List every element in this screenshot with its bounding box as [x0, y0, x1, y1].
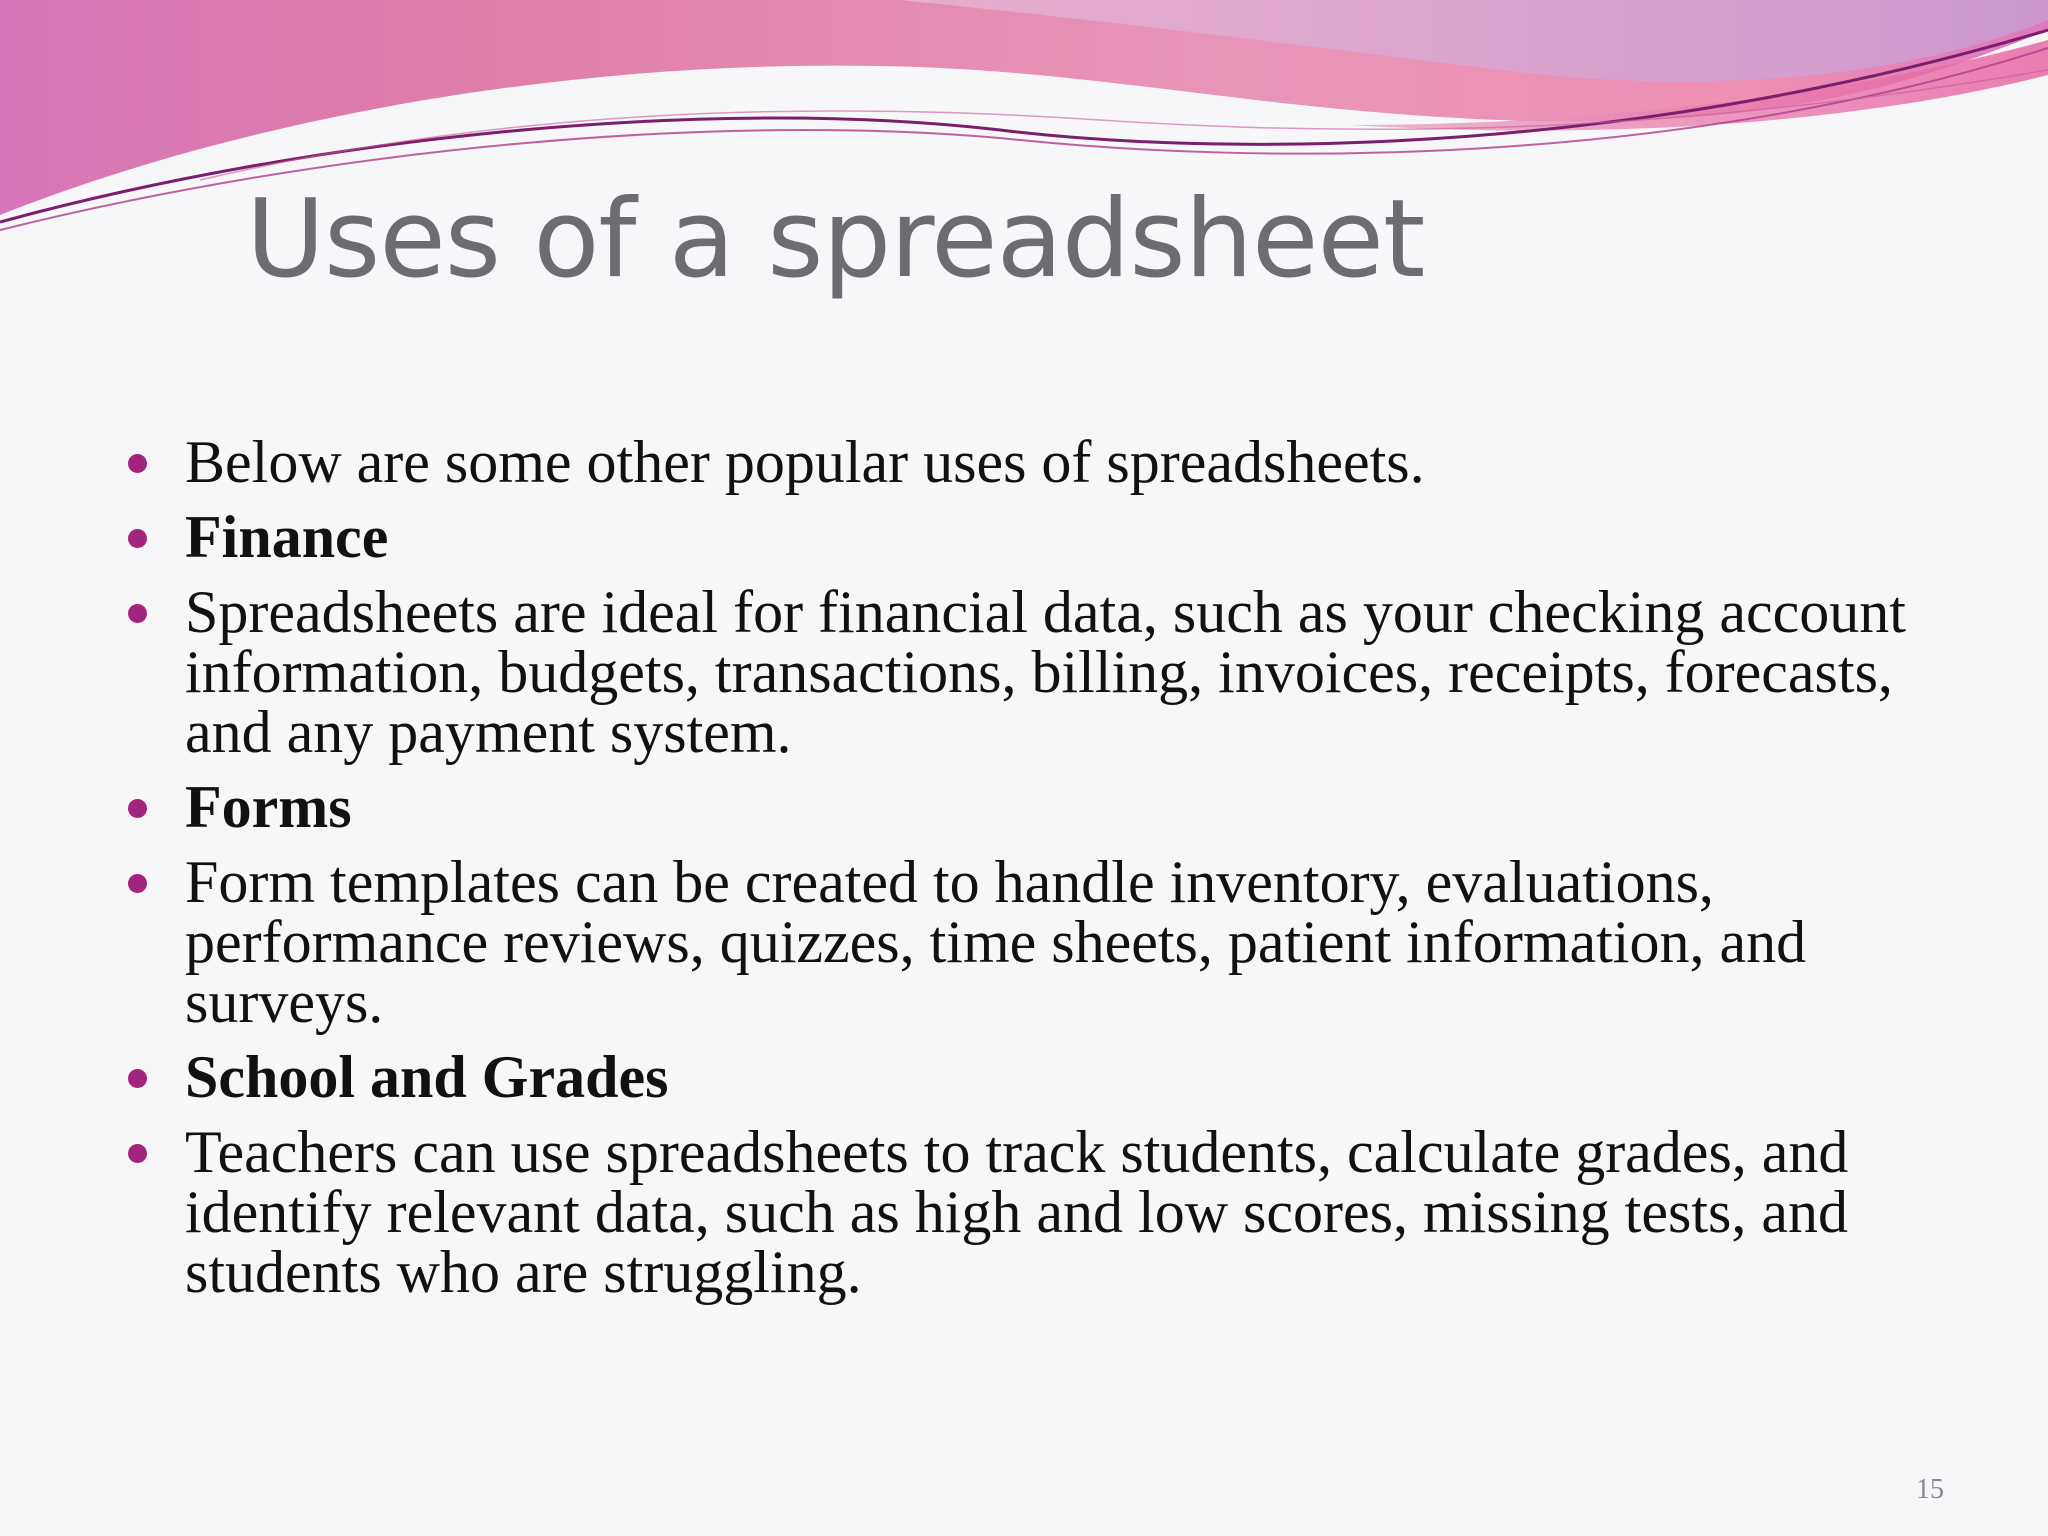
bullet-item [124, 504, 1924, 570]
bullet-text: Below are some other popular uses of spreadsheets. [185, 429, 1425, 495]
page-number: 15 [1916, 1474, 1944, 1505]
bullet-dot-icon [128, 529, 147, 548]
bullet-item [124, 1044, 1924, 1110]
bullet-text: Teachers can use spreadsheets to track students, calculate grades, and identify relevant data, such as high and low scores, missing tests, and students who are struggling. [185, 1119, 1849, 1305]
bullet-item [124, 1119, 1924, 1305]
bullet-text: Spreadsheets are ideal for financial data, such as your checking account information, budgets, transactions, billing, invoices, receipts, forecasts, and any payment system. [185, 579, 1906, 765]
bullet-dot-icon [128, 1144, 147, 1163]
bullet-dot-icon [128, 604, 147, 623]
slide-title: Uses of a spreadsheet [246, 177, 1425, 302]
bullet-item [124, 774, 1924, 840]
bullet-dot-icon [128, 874, 147, 893]
bullet-text: Form templates can be created to handle inventory, evaluations, performance reviews, quizzes, time sheets, patient information, and surveys. [185, 849, 1807, 1035]
bullet-item [124, 849, 1924, 1035]
bullet-dot-icon [128, 454, 147, 473]
bullet-item [124, 429, 1924, 495]
section-heading-finance: Finance [185, 504, 389, 570]
section-heading-school: School and Grades [185, 1044, 669, 1110]
bullet-dot-icon [128, 799, 147, 818]
section-heading-forms: Forms [185, 774, 352, 840]
bullet-list [124, 429, 1924, 1317]
bullet-dot-icon [128, 1069, 147, 1088]
bullet-item [124, 579, 1924, 765]
